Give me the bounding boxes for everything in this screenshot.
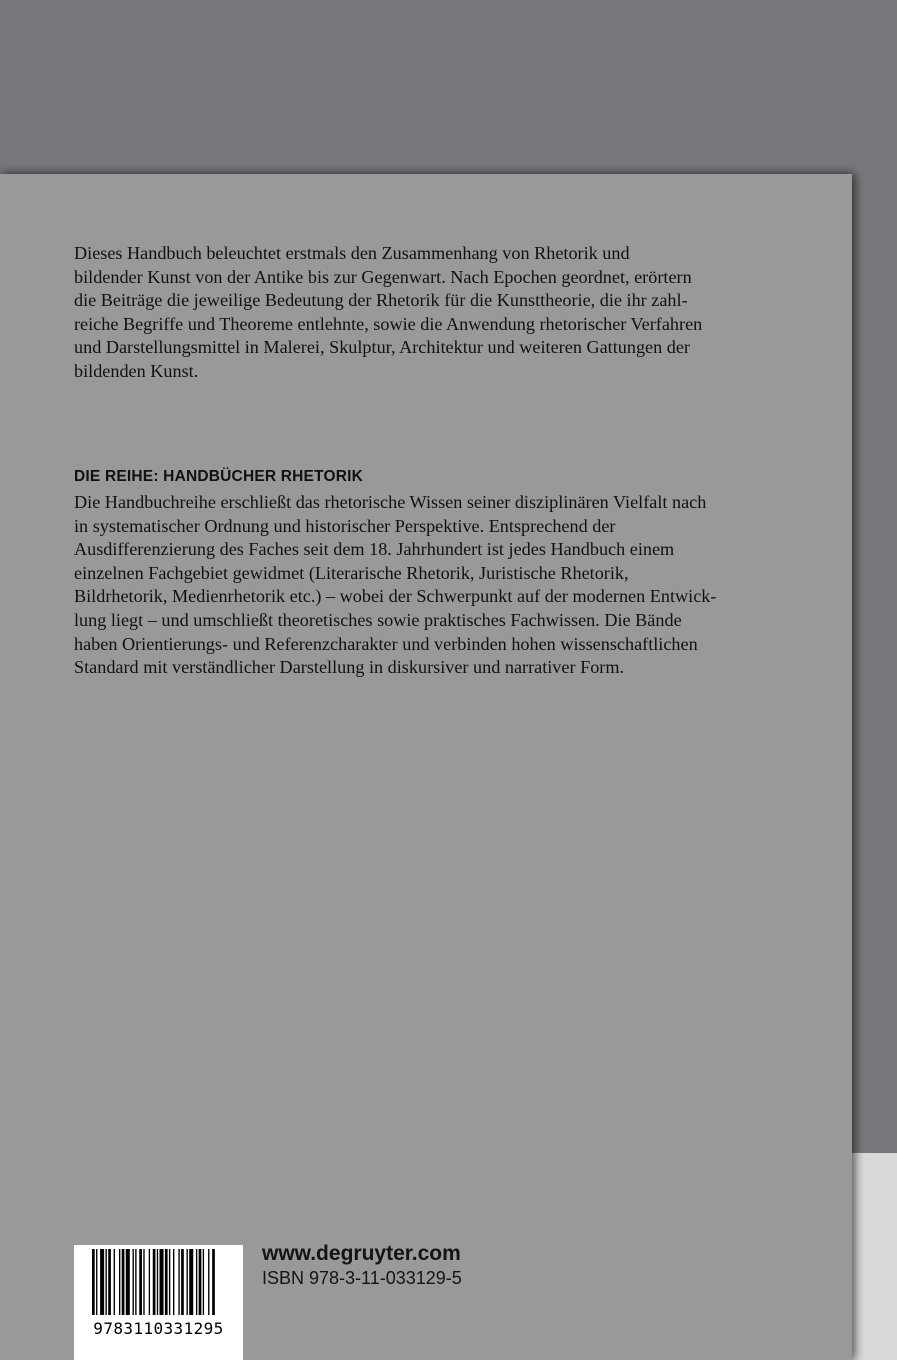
isbn-number: ISBN 978-3-11-033129-5 bbox=[262, 1268, 462, 1288]
barcode-bars bbox=[74, 1245, 243, 1317]
barcode-bar bbox=[139, 1249, 142, 1315]
barcode-bar bbox=[165, 1249, 168, 1315]
barcode-bar bbox=[153, 1249, 156, 1315]
barcode-bar bbox=[199, 1249, 202, 1315]
barcode-bar bbox=[169, 1249, 170, 1315]
barcode-bar bbox=[135, 1249, 136, 1315]
barcode-bar bbox=[143, 1249, 144, 1315]
barcode-bar bbox=[92, 1249, 95, 1315]
series-description: Die Handbuchreihe erschließt das rhetorische Wissen seiner disziplinären Vielfalt nach in systematischer Ordnung und historischer Perspektive. Entsprechend der Ausdifferenzierung des Faches seit dem 18. Jahrhundert ist jedes Handbuch einem einzelnen Fachgebiet gewidmet (Literarische Rhetorik, Juristische Rhetorik, Bildrhetorik, Medienrhetorik etc.) – wobei der Schwerpunkt auf der modernen Entwick- lung liegt – und umschließt theoretisches sowie praktisches Fachwissen. Die Bände haben Orientierungs- und Referenzcharakter und verbinden hohen wissenschaftlichen Standard mit verständlicher Darstellung in diskursiver und narrativer Form. bbox=[74, 492, 717, 678]
barcode-bar bbox=[133, 1249, 134, 1315]
barcode-bar bbox=[114, 1249, 115, 1315]
barcode-bar bbox=[96, 1249, 97, 1315]
barcode-bar bbox=[181, 1249, 184, 1315]
barcode-bar bbox=[208, 1249, 209, 1315]
barcode-bar bbox=[203, 1249, 204, 1315]
barcode-bar bbox=[100, 1249, 104, 1315]
barcode-bar bbox=[160, 1249, 164, 1315]
barcode-bar bbox=[149, 1249, 150, 1315]
series-heading: DIE REIHE: HANDBÜCHER RHETORIK bbox=[74, 468, 364, 485]
backdrop-side bbox=[852, 1153, 897, 1360]
barcode-bar bbox=[178, 1249, 179, 1315]
barcode-bar bbox=[122, 1249, 125, 1315]
book-blurb: Dieses Handbuch beleuchtet erstmals den Zusammenhang von Rhetorik und bildender Kunst von der Antike bis zur Gegenwart. Nach Epochen geordnet, erörtern die Beiträge die jeweilige Bedeutung der Rhetorik für die Kunsttheorie, die ihr zahl- reiche Begriffe und Theoreme entlehnte, sowie die Anwendung rhetorischer Verfahren und Darstellungsmittel in Malerei, Skulptur, Architektur und weiteren Gattungen der bildenden Kunst. bbox=[74, 243, 703, 381]
barcode-bar bbox=[187, 1249, 188, 1315]
barcode-bar bbox=[106, 1249, 107, 1315]
barcode-bar bbox=[196, 1249, 197, 1315]
barcode-bar bbox=[189, 1249, 193, 1315]
barcode-bar bbox=[157, 1249, 158, 1315]
barcode-bar bbox=[119, 1249, 120, 1315]
barcode-bar bbox=[108, 1249, 111, 1315]
publisher-url[interactable]: www.degruyter.com bbox=[262, 1242, 461, 1265]
isbn-barcode bbox=[74, 1245, 243, 1360]
barcode-bar bbox=[212, 1249, 215, 1315]
barcode-digits: 9783110331295 bbox=[93, 1319, 224, 1338]
barcode-bar bbox=[173, 1249, 174, 1315]
barcode-bar bbox=[126, 1249, 130, 1315]
